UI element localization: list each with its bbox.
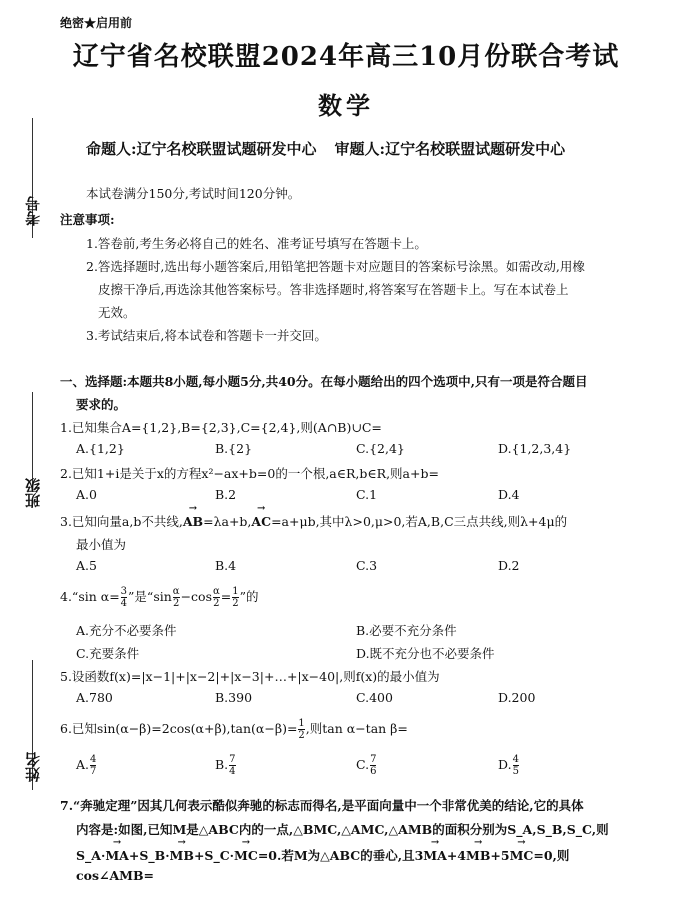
- notes-heading: 注意事项:: [60, 212, 115, 227]
- q2-option-a: A.0: [76, 487, 97, 502]
- q5-option-d: D.200: [498, 690, 536, 705]
- vector-ac: → AC: [251, 514, 271, 529]
- q3-option-b: B.4: [215, 558, 237, 573]
- vector-mb: → MB: [466, 848, 490, 863]
- q4-option-c: C.充要条件: [76, 646, 140, 661]
- q6-option-b: B. $\frac{7}{4}$: [215, 754, 236, 777]
- question-6-stem: 6.已知sin(α−β)=2cos(α+β),tan(α−β)= $\frac{1}{2}$ ,则tan α−tan β=: [60, 718, 408, 741]
- question-3-stem-cont: 最小值为: [76, 537, 127, 552]
- note-item: 皮擦干净后,再选涂其他答案标号。答非选择题时,将答案写在答题卡上。写在本试卷上: [98, 282, 569, 297]
- q4-option-b: B.必要不充分条件: [356, 623, 457, 638]
- question-7-ask: cos∠AMB=: [76, 868, 155, 883]
- q2-option-b: B.2: [215, 487, 237, 502]
- vector-mc: → MC: [510, 848, 534, 863]
- q4-option-d: D.既不充分也不必要条件: [356, 646, 495, 661]
- q1-option-b: B.{2}: [215, 441, 253, 456]
- question-1-stem: 1.已知集合A={1,2},B={2,3},C={2,4},则(A∩B)∪C=: [60, 420, 382, 435]
- fraction: $\frac{1}{2}$: [298, 718, 305, 741]
- q2-option-d: D.4: [498, 487, 520, 502]
- question-7-formula: S_A·→ MA+S_B·→ MB+S_C·→ MC=0.若M为△ABC的垂心,且3→ MA+4→ MB+5→ MC=0,则: [76, 846, 569, 864]
- q4-option-a: A.充分不必要条件: [76, 623, 177, 638]
- confidential-label: 绝密★启用前: [60, 16, 133, 30]
- q1-option-a: A.{1,2}: [76, 441, 125, 456]
- note-item: 3.考试结束后,将本试卷和答题卡一并交回。: [86, 328, 327, 343]
- proposer: 命题人:辽宁名校联盟试题研发中心: [86, 140, 317, 158]
- question-4-stem: 4.“sin α= $\frac{3}{4}$ ”是“sin $\frac{\alpha}{2}$ −cos $\frac{\alpha}{2}$ = $\frac{1}{2}$ ”的: [60, 586, 259, 609]
- name-label: 姓名: [24, 752, 42, 782]
- q1-option-d: D.{1,2,3,4}: [498, 441, 572, 456]
- q5-option-c: C.400: [356, 690, 393, 705]
- question-7-stem: 7.“奔驰定理”因其几何表示酷似奔驰的标志而得名,是平面向量中一个非常优美的结论,它的具体: [60, 798, 584, 813]
- q6-option-c: C. $\frac{7}{6}$: [356, 754, 377, 777]
- q1-option-c: C.{2,4}: [356, 441, 405, 456]
- q5-option-b: B.390: [215, 690, 253, 705]
- subject-title: 数学: [318, 91, 374, 120]
- question-7-stem-cont: 内容是:如图,已知M是△ABC内的一点,△BMC,△AMC,△AMB的面积分别为S_A,S_B,S_C,则: [76, 822, 609, 837]
- q3-option-d: D.2: [498, 558, 520, 573]
- authors-line: [86, 138, 565, 159]
- note-item: 1.答卷前,考生务必将自己的姓名、准考证号填写在答题卡上。: [86, 236, 427, 251]
- reviewer: 审题人:辽宁名校联盟试题研发中心: [334, 140, 566, 158]
- question-2-stem: 2.已知1+i是关于x的方程x²−ax+b=0的一个根,a∈R,b∈R,则a+b=: [60, 466, 439, 481]
- vector-ma: → MA: [423, 848, 447, 863]
- class-line: [32, 392, 33, 492]
- section-heading-cont: 要求的。: [76, 397, 127, 412]
- exam-no-label: 考号: [24, 196, 42, 226]
- fraction: $\frac{\alpha}{2}$: [172, 586, 180, 609]
- intro-text: 本试卷满分150分,考试时间120分钟。: [86, 186, 301, 201]
- q2-option-c: C.1: [356, 487, 378, 502]
- vector-ma: → MA: [105, 848, 129, 863]
- q5-option-a: A.780: [76, 690, 113, 705]
- fraction: $\frac{\alpha}{2}$: [212, 586, 220, 609]
- q6-option-a: A. $\frac{4}{7}$: [76, 754, 97, 777]
- fraction: $\frac{3}{4}$: [120, 586, 128, 609]
- q6-option-d: D. $\frac{4}{5}$: [498, 754, 519, 777]
- vector-mb: → MB: [170, 848, 194, 863]
- question-5-stem: 5.设函数f(x)=|x−1|+|x−2|+|x−3|+…+|x−40|,则f(x)的最小值为: [60, 669, 440, 684]
- class-label: 班级: [24, 478, 42, 508]
- exam-title: 辽宁省名校联盟2024年高三10月份联合考试: [72, 42, 620, 72]
- section-heading: 一、选择题:本题共8小题,每小题5分,共40分。在每小题给出的四个选项中,只有一项是符合题目: [60, 374, 588, 389]
- note-item: 无效。: [98, 305, 136, 320]
- q3-option-c: C.3: [356, 558, 378, 573]
- note-item: 2.答选择题时,选出每小题答案后,用铅笔把答题卡对应题目的答案标号涂黑。如需改动,用橡: [86, 259, 585, 274]
- vector-ab: → AB: [183, 514, 203, 529]
- question-3-stem: 3.已知向量a,b不共线,→ AB=λa+b,→ AC=a+μb,其中λ>0,μ>0,若A,B,C三点共线,则λ+4μ的: [60, 512, 567, 530]
- q3-option-a: A.5: [76, 558, 97, 573]
- fraction: $\frac{1}{2}$: [232, 586, 239, 609]
- vector-mc: → MC: [234, 848, 258, 863]
